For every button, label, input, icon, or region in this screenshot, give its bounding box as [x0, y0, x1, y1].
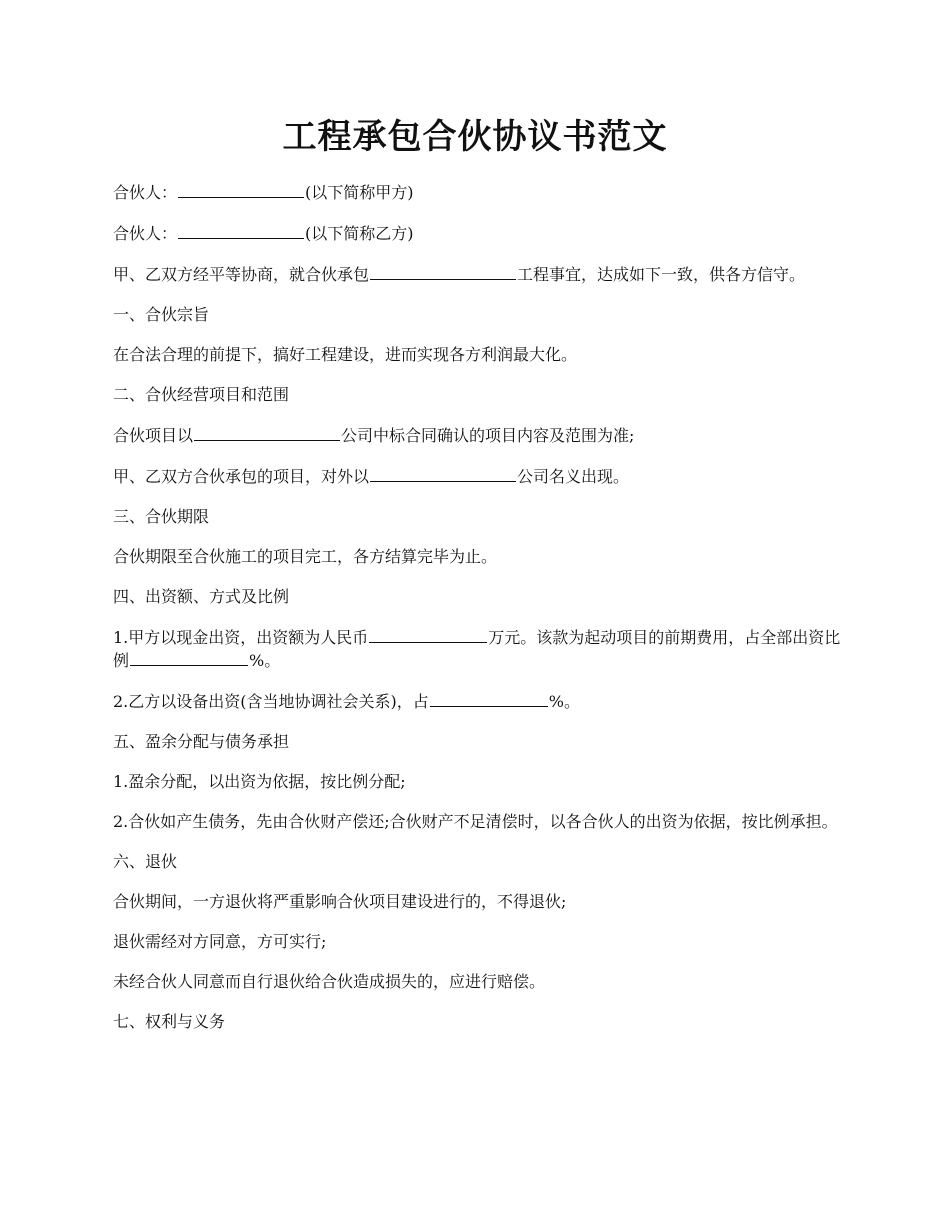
paragraph: [113, 424, 841, 447]
section-heading: 二、合伙经营项目和范围: [113, 385, 290, 404]
paragraph-text: 甲、乙双方合伙承包的项目，对外以: [113, 467, 370, 486]
fill-blank: [194, 424, 340, 441]
paragraph: [113, 465, 841, 488]
paragraph-text: 工程事宜，达成如下一致，供各方信守。: [517, 265, 806, 284]
section-heading: 六、退伙: [113, 852, 178, 871]
paragraph-text: %。: [548, 692, 580, 711]
paragraph: 合伙期间，一方退伙将严重影响合伙项目建设进行的，不得退伙;: [113, 892, 567, 911]
paragraph-text: 合伙人：: [113, 183, 178, 202]
paragraph-text: 万元。该款为起动项目的前期费用，占全部出资比例: [113, 628, 841, 670]
fill-blank: [178, 181, 304, 198]
paragraph-text: 2.乙方以设备出资(含当地协调社会关系)，占: [113, 692, 429, 711]
paragraph-text: 公司名义出现。: [517, 467, 630, 486]
fill-blank: [130, 649, 248, 666]
paragraph-text: (以下简称乙方): [305, 224, 414, 243]
fill-blank: [370, 263, 516, 280]
paragraph-text: 合伙项目以: [113, 426, 194, 445]
section-heading: 四、出资额、方式及比例: [113, 587, 290, 606]
paragraph: 1.盈余分配，以出资为依据，按比例分配;: [113, 772, 406, 791]
section-heading: 三、合伙期限: [113, 507, 210, 526]
paragraph: [113, 690, 841, 713]
fill-blank: [430, 690, 548, 707]
document-body: [113, 181, 841, 1051]
fill-blank: [178, 222, 304, 239]
paragraph-partner-b: [113, 222, 841, 245]
document-title: 工程承包合伙协议书范文: [282, 117, 668, 157]
paragraph-text: 甲、乙双方经平等协商，就合伙承包: [113, 265, 370, 284]
paragraph-text: 合伙人：: [113, 224, 178, 243]
paragraph: 合伙期限至合伙施工的项目完工，各方结算完毕为止。: [113, 547, 498, 566]
paragraph: 2.合伙如产生债务，先由合伙财产偿还;合伙财产不足清偿时，以各合伙人的出资为依据，按比例承担。: [113, 812, 838, 831]
paragraph-text: 1.甲方以现金出资，出资额为人民币: [113, 628, 369, 647]
paragraph-text: %。: [249, 651, 281, 670]
fill-blank: [370, 465, 516, 482]
paragraph: 退伙需经对方同意，方可实行;: [113, 932, 327, 951]
paragraph: [113, 626, 841, 672]
section-heading: 一、合伙宗旨: [113, 305, 210, 324]
section-heading: 五、盈余分配与债务承担: [113, 732, 290, 751]
paragraph: 在合法合理的前提下，搞好工程建设，进而实现各方利润最大化。: [113, 345, 578, 364]
section-heading: 七、权利与义务: [113, 1012, 226, 1031]
paragraph-text: 公司中标合同确认的项目内容及范围为准;: [341, 426, 635, 445]
paragraph-text: (以下简称甲方): [305, 183, 414, 202]
paragraph-preamble: [113, 263, 841, 286]
fill-blank: [369, 626, 487, 643]
paragraph: 未经合伙人同意而自行退伙给合伙造成损失的，应进行赔偿。: [113, 972, 546, 991]
paragraph-partner-a: [113, 181, 841, 204]
